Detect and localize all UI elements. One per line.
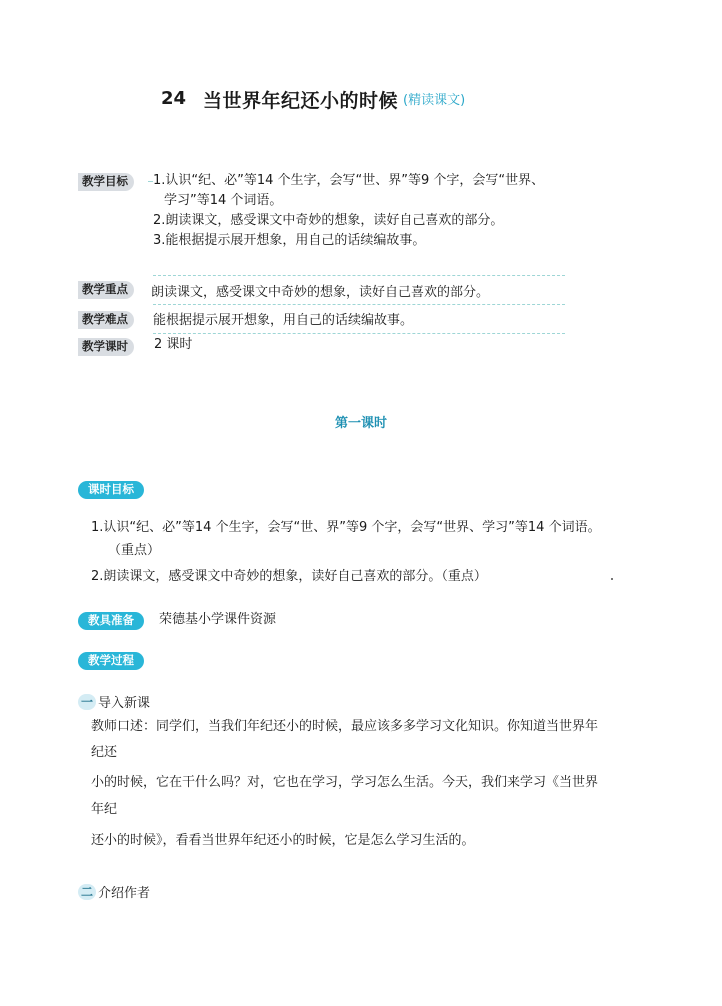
difficulty-label: 教学难点: [78, 311, 134, 329]
section-1-marker: 一: [78, 694, 96, 710]
goals-line-3: 2.朗读课文，感受课文中奇妙的想象，读好自己喜欢的部分。: [153, 213, 504, 228]
page-title: 当世界年纪还小的时候: [203, 90, 399, 112]
section-2-header: [78, 881, 150, 901]
divider-2: [153, 304, 565, 305]
lesson-heading: 第一课时: [334, 416, 387, 431]
divider-3: [153, 333, 565, 334]
lesson-number: 24: [161, 88, 187, 109]
divider-1: [153, 275, 565, 276]
process-pill: 教学过程: [78, 652, 144, 670]
section-1-line-1: 教师口述：同学们，当我们年纪还小的时候，最应该多多学习文化知识。你知道当世界年: [91, 719, 599, 734]
preparation-pill: 教具准备: [78, 612, 144, 630]
key-point-label: 教学重点: [78, 281, 134, 299]
section-1-title: 导入新课: [98, 696, 151, 711]
preparation-text: 荣德基小学课件资源: [159, 612, 277, 627]
section-1-header: [78, 691, 150, 711]
section-2-marker: 二: [78, 884, 96, 900]
key-point-text: 朗读课文，感受课文中奇妙的想象，读好自己喜欢的部分。: [151, 285, 490, 300]
section-1-line-3: 小的时候，它在干什么吗？对，它也在学习，学习怎么生活。今天，我们来学习《当世界: [91, 775, 599, 790]
lesson-goal-2: 2.朗读课文，感受课文中奇妙的想象，读好自己喜欢的部分。（重点）: [91, 569, 487, 584]
lesson-goals-pill: 课时目标: [78, 481, 144, 499]
hours-label: 教学课时: [78, 338, 134, 356]
goals-line-4: 3.能根据提示展开想象，用自己的话续编故事。: [153, 233, 426, 248]
goals-label: 教学目标: [78, 173, 134, 191]
goals-line-2: 学习”等14 个词语。: [164, 193, 283, 208]
section-1-line-5: 还小的时候》，看看当世界年纪还小的时候，它是怎么学习生活的。: [91, 833, 475, 848]
goals-line-1: 1.认识“纪、必”等14 个生字，会写“世、界”等9 个字，会写“世界、: [153, 173, 545, 188]
lesson-goal-1-tag: （重点）: [108, 543, 161, 558]
section-1-line-4: 年纪: [91, 802, 118, 817]
stray-mark: [611, 578, 613, 580]
lesson-goal-1: 1.认识“纪、必”等14 个生字，会写“世、界”等9 个字，会写“世界、学习”等14 个词语。: [91, 520, 601, 535]
section-1-line-2: 纪还: [91, 745, 118, 760]
section-2-title: 介绍作者: [98, 886, 151, 901]
hours-text: 2 课时: [154, 337, 193, 352]
title-tag: (精读课文): [403, 93, 466, 108]
difficulty-text: 能根据提示展开想象，用自己的话续编故事。: [153, 313, 414, 328]
